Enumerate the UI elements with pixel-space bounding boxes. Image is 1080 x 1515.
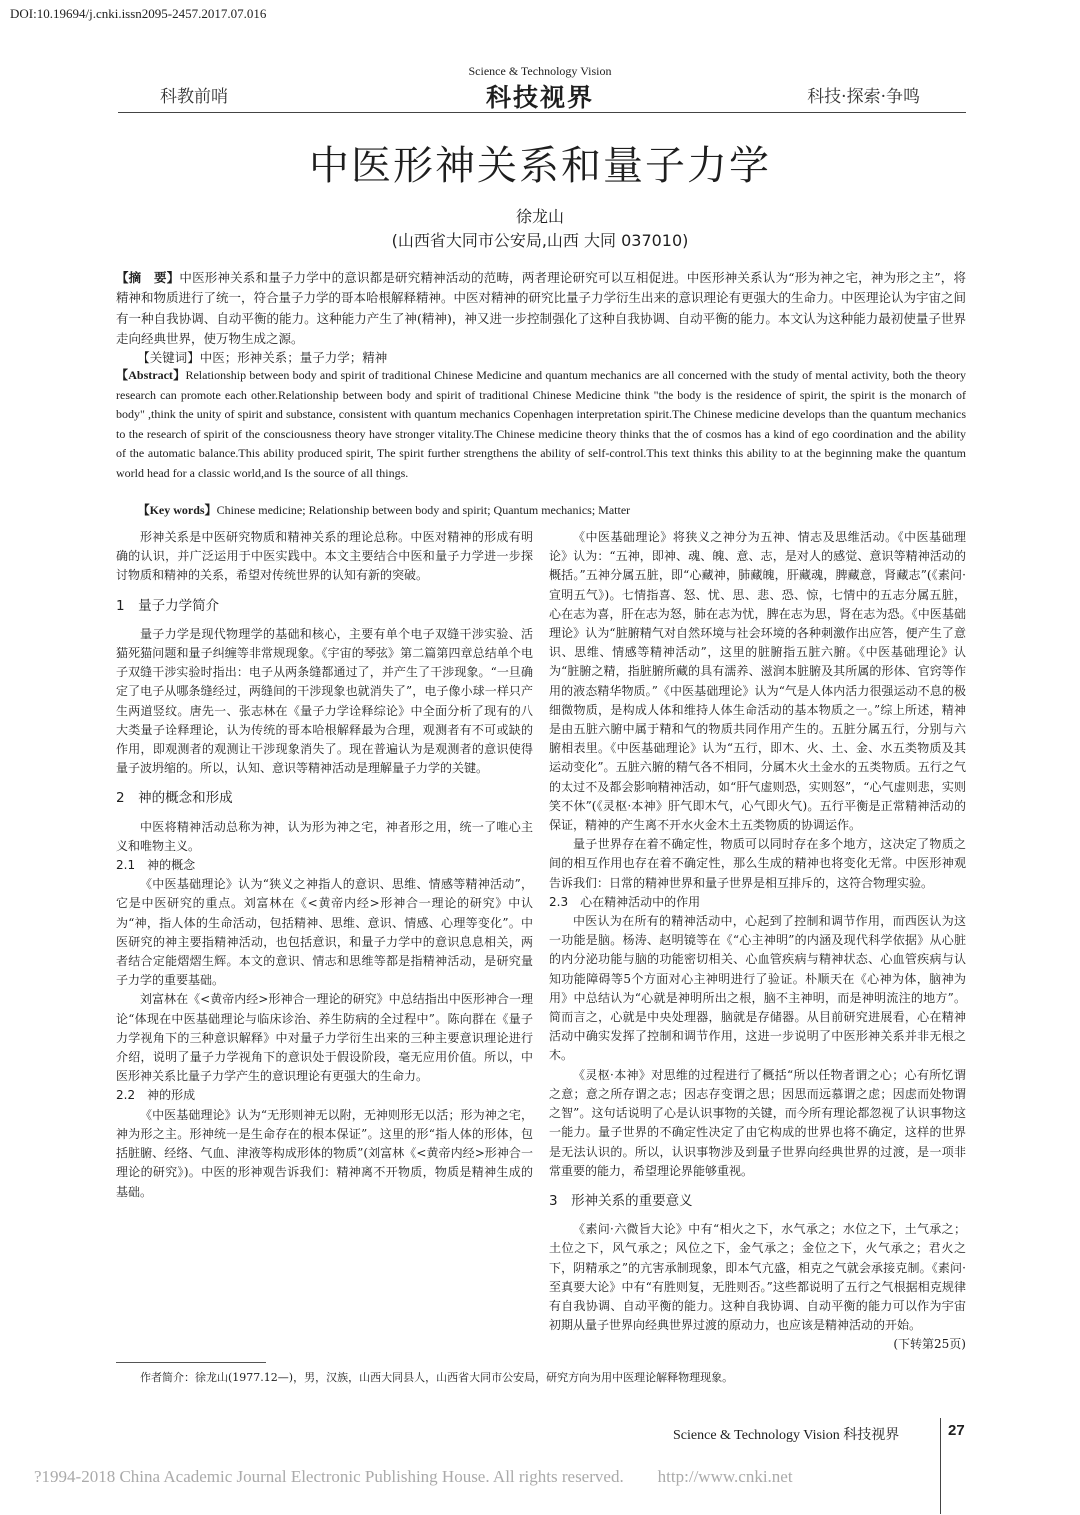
- article-title: 中医形神关系和量子力学: [309, 143, 771, 189]
- keywords-en-text: Chinese medicine; Relationship between body and spirit; Quantum mechanics; Matter: [216, 503, 631, 517]
- header-divider: [118, 112, 966, 113]
- subsection-2-3-heading: 2.3 心在精神活动中的作用: [549, 894, 701, 909]
- paragraph: 《中医基础理论》认为“无形则神无以附，无神则形无以活；形为神之宅，神为形之主。形神统一是生命存在的根本保证”。这里的形“指人体的形体，包括脏腑、经络、气血、津液等构成形体的物质”(刘富林《<黄帝内经>形神合一理论的研究》)。中医的形神观告诉我们：精神离不开物质，物质是精神生成的基础。: [116, 1107, 533, 1199]
- paragraph: 《中医基础理论》认为“狭义之神指人的意识、思维、情感等精神活动”，它是中医研究的重点。刘富林在《<黄帝内经>形神合一理论的研究》中认为“神，指人体的生命活动，包括精神、思维、意识、情感、心理等变化”。中医研究的神主要指精神活动，也包括意识，和量子力学中的意识息息相关，两者结合定能熠熠生辉。本文的意识、情志和思维等都是指精神活动，是研究量子力学的重要基础。: [116, 877, 533, 988]
- subsection-2-2-heading: 2.2 神的形成: [116, 1088, 196, 1103]
- author-name: 徐龙山: [515, 207, 564, 226]
- copyright-watermark: ?1994-2018 China Academic Journal Electronic Publishing House. All rights reserved. http://www.cnki.net: [34, 1467, 793, 1486]
- paragraph: 《灵枢·本神》对思维的过程进行了概括“所以任物者谓之心；心有所忆谓之意；意之所存谓之志；因志存变谓之思；因思而远慕谓之虑；因虑而处物谓之智”。这句话说明了心是认识事物的关键，而今所有理论都忽视了认识事物这一能力。量子世界的不确定性决定了由它构成的世界也将不确定，这样的世界是无法认识的。所以，认识事物涉及到量子世界向经典世界的过渡，是一项非常重要的能力，希望理论界能够重视。: [549, 1067, 966, 1178]
- paragraph: 量子力学是现代物理学的基础和核心，主要有单个电子双缝干涉实验、活猫死猫问题和量子纠缠等非常规现象。《宇宙的琴弦》第二篇第四章总结单个电子双缝干涉实验时指出：电子从两条缝都通过了，并产生了干涉现象。“一旦确定了电子从哪条缝经过，两缝间的干涉现象也就消失了”，电子像小球一样只产生两道竖纹。唐先一、张志林在《量子力学诠释综论》中全面分析了现有的八大类量子诠释理论，认为传统的哥本哈根解释最为合理，观测者有不可或缺的作用，即观测者的观测让干涉现象消失了。现在普遍认为是观测者的意识使得量子波坍缩的。所以，认知、意识等精神活动是理解量子力学的关键。: [116, 626, 533, 776]
- keywords-chinese: [116, 348, 966, 368]
- journal-name-english: Science & Technology Vision: [468, 64, 612, 78]
- doi: DOI:10.19694/j.cnki.issn2095-2457.2017.07.016: [10, 6, 267, 21]
- abstract-en-label: 【Abstract】: [116, 368, 186, 382]
- journal-name-chinese: 科技视界: [485, 83, 594, 112]
- body-column-right: [549, 528, 966, 1355]
- author-bio-footnote: 作者简介：徐龙山(1977.12—)，男，汉族，山西大同县人，山西省大同市公安局，研究方向为用中医理论解释物理现象。: [140, 1371, 734, 1384]
- paragraph: 《素问·六微旨大论》中有“相火之下，水气承之；水位之下，土气承之；土位之下，风气承之；风位之下，金气承之；金位之下，火气承之；君火之下，阴精承之”的亢害承制现象，即本气亢盛，相克之气就会承接克制。《素问·至真要大论》中有“有胜则复，无胜则否。”这些都说明了五行之气根据相克规律有自我协调、自动平衡的能力。这种自我协调、自动平衡的能力可以作为宇宙初期从量子世界向经典世界过渡的原动力，也应该是精神活动的开始。: [549, 1222, 966, 1333]
- paragraph: 《中医基础理论》将狭义之神分为五神、情志及思维活动。《中医基础理论》认为：“五神，即神、魂、魄、意、志，是对人的感觉、意识等精神活动的概括。”五神分属五脏，即“心藏神，肺藏魄，肝藏魂，脾藏意，肾藏志”(《素问·宣明五气》)。七情指喜、怒、忧、思、悲、恐、惊，七情中的五志分属五脏，心在志为喜，肝在志为怒，肺在志为忧，脾在志为思，肾在志为恐。《中医基础理论》认为“脏腑精气对自然环境与社会环境的各种刺激作出应答，便产生了意识、思维、情感等精神活动”，这里的脏腑指五脏六腑。《中医基础理论》认为“脏腑之精，指脏腑所藏的具有濡养、滋润本脏腑及其所属的形体、官窍等作用的液态精华物质。”《中医基础理论》认为“气是人体内活力很强运动不息的极细微物质，是构成人体和维持人体生命活动的基本物质之一。”综上所述，精神是由五脏六腑中属于精和气的物质共同作用产生的。五脏分属五行，分别与六腑相表里。《中医基础理论》认为“五行，即木、火、土、金、水五类物质及其运动变化”。五脏六腑的精气各不相同，分属木火土金水的五类物质。五行之气的太过不及都会影响精神活动，如“肝气虚则恐，实则怒”，“心气虚则悲，实则笑不休”(《灵枢·本神》肝气即木气，心气即火气)。五行平衡是正常精神活动的保证，精神的产生离不开水火金木土五类物质的协调运作。: [549, 530, 966, 833]
- abstract-text: 中医形神关系和量子力学中的意识都是研究精神活动的范畴，两者理论研究可以互相促进。中医形神关系认为“形为神之宅，神为形之主”，将精神和物质进行了统一，符合量子力学的哥本哈根解释精神。中医对精神的研究比量子力学衍生出来的意识理论有更强大的生命力。中医理论认为宇宙之间有一种自我协调、自动平衡的能力。这种能力产生了神(精神)，神又进一步控制强化了这种自我协调、自动平衡的能力。本文认为这种能力最初使量子世界走向经典世界，使万物生成之源。: [116, 270, 967, 346]
- keywords-label: 【关键词】: [137, 350, 200, 365]
- keywords-english: [116, 500, 966, 520]
- paragraph: 量子世界存在着不确定性，物质可以同时存在多个地方，这决定了物质之间的相互作用也存在着不确定性，那么生成的精神也将变化无常。中医形神观告诉我们：日常的精神世界和量子世界是相互排斥的，这符合物理实验。: [549, 837, 966, 890]
- subsection-2-1-heading: 2.1 神的概念: [116, 858, 196, 873]
- keywords-en-label: 【Key words】: [137, 503, 217, 517]
- section-label-left: 科教前哨: [160, 87, 228, 107]
- footer-journal-name: Science & Technology Vision 科技视界: [673, 1428, 900, 1443]
- abstract-en-text: Relationship between body and spirit of traditional Chinese Medicine and quantum mechanics are all concerned with the study of mental activity, both the theory research can promote each other.Relationship between body and spirit of traditional Chinese Medicine think "the body is the residence of spirit, the spirit is the monarch of body" ,think the unity of spirit and substance, consistent with quantum mechanics Copenhagen interpretation spirit.The Chinese medicine develops than the quantum mechanics to the research of spirit of the consciousness theory have stronger vitality.The Chinese medicine theory thinks that the of cosmos has a kind of ego coordination and the ability of the automatic balance.This ability produced spirit, The spirit further strengthens the ability of self-control.This text thinks this ability to at the beginning make the quantum world head for a classic world,and Is the source of all things.: [116, 368, 967, 480]
- continued-note: (下转第25页): [893, 1337, 966, 1352]
- abstract-english: [116, 366, 966, 483]
- section-3-heading: 3 形神关系的重要意义: [549, 1192, 693, 1209]
- footer-separator: [940, 1418, 941, 1514]
- body-column-left: [116, 528, 533, 1202]
- intro-paragraph: 形神关系是中医研究物质和精神关系的理论总称。中医对精神的形成有明确的认识，并广泛运用于中医实践中。本文主要结合中医和量子力学进一步探讨物质和精神的关系，希望对传统世界的认知有新的突破。: [116, 530, 533, 583]
- page-number: 27: [948, 1422, 965, 1439]
- paragraph: 中医将精神活动总称为神，认为形为神之宅，神者形之用，统一了唯心主义和唯物主义。: [116, 819, 533, 853]
- paragraph: 中医认为在所有的精神活动中，心起到了控制和调节作用，而西医认为这一功能是脑。杨涛、赵明镜等在《“心主神明”的内涵及现代科学依据》从心脏的内分泌功能与脑的功能密切相关、心血管疾病与精神状态、心血管疾病与认知功能障碍等5个方面对心主神明进行了验证。朴顺天在《心神为体，脑神为用》中总结认为“心就是神明所出之根，脑不主神明，而是神明流注的地方”。简而言之，心就是中央处理器，脑就是存储器。从目前研究进展看，心在精神活动中确实发挥了控制和调节作用，这进一步说明了中医形神关系并非无根之木。: [549, 914, 966, 1063]
- section-2-heading: 2 神的概念和形成: [116, 790, 233, 807]
- footnote-divider: [116, 1362, 266, 1363]
- section-1-heading: 1 量子力学简介: [116, 597, 220, 614]
- paragraph: 刘富林在《<黄帝内经>形神合一理论的研究》中总结指出中医形神合一理论“体现在中医基础理论与临床诊治、养生防病的全过程中”。陈向群在《量子力学视角下的三种意识解释》中对量子力学衍生出来的三种主要意识理论进行介绍，说明了量子力学视角下的意识处于假设阶段，毫无应用价值。所以，中医形神关系比量子力学产生的意识理论有更强大的生命力。: [116, 992, 533, 1084]
- author-affiliation: (山西省大同市公安局,山西 大同 037010): [391, 231, 689, 250]
- section-label-right: 科技·探索·争鸣: [807, 87, 920, 107]
- abstract-label: 【摘 要】: [116, 270, 180, 285]
- keywords-text: 中医；形神关系；量子力学；精神: [199, 350, 388, 365]
- abstract-chinese: [116, 268, 966, 349]
